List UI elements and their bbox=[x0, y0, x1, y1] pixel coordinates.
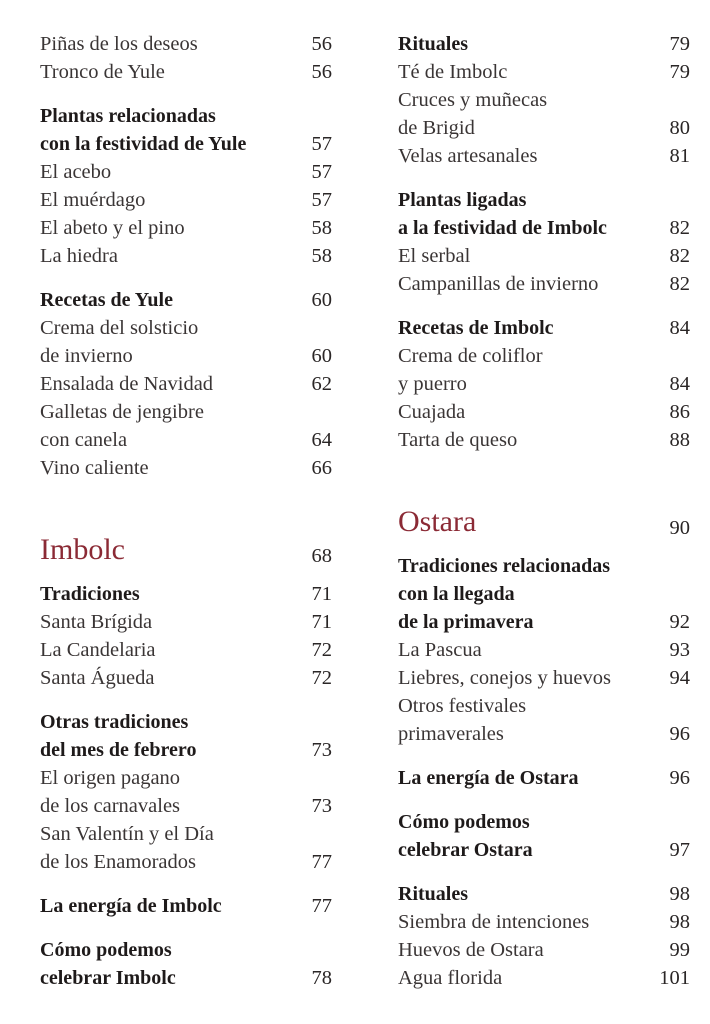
toc-page-number: 93 bbox=[669, 639, 690, 661]
toc-subsection-entry[interactable] bbox=[398, 908, 690, 936]
toc-page-number: 77 bbox=[311, 851, 332, 873]
toc-entry-title: Ostara bbox=[398, 505, 477, 538]
toc-page-number: 81 bbox=[669, 145, 690, 167]
toc-entry-title: La energía de Ostara bbox=[398, 767, 579, 789]
toc-page-number: 60 bbox=[311, 345, 332, 367]
toc-entry-title: La Candelaria bbox=[40, 639, 156, 661]
toc-page-number: 98 bbox=[669, 883, 690, 905]
toc-section-entry[interactable] bbox=[40, 580, 332, 608]
toc-entry-title: Otros festivales bbox=[398, 695, 527, 717]
toc-entry-title: Cómo podemos bbox=[40, 939, 172, 961]
toc-page-number: 90 bbox=[669, 517, 690, 539]
toc-subsection-entry[interactable] bbox=[398, 426, 690, 454]
toc-page-number: 68 bbox=[311, 545, 332, 567]
toc-page-number: 57 bbox=[311, 189, 332, 211]
toc-section-entry[interactable] bbox=[398, 880, 690, 908]
toc-subsection-entry[interactable] bbox=[40, 764, 332, 820]
toc-entry-title: Liebres, conejos y huevos bbox=[398, 667, 611, 689]
toc-entry-title: Galletas de jengibre bbox=[40, 401, 204, 423]
toc-entry-title: celebrar Ostara bbox=[398, 839, 533, 861]
toc-page-number: 58 bbox=[311, 245, 332, 267]
toc-subsection-entry[interactable] bbox=[40, 314, 332, 370]
toc-page-number: 62 bbox=[311, 373, 332, 395]
toc-entry-title: Otras tradiciones bbox=[40, 711, 189, 733]
toc-entry-title: Cómo podemos bbox=[398, 811, 530, 833]
toc-entry-title: del mes de febrero bbox=[40, 739, 197, 761]
toc-subsection-entry[interactable] bbox=[398, 58, 690, 86]
toc-subsection-entry[interactable] bbox=[398, 142, 690, 170]
toc-subsection-entry[interactable] bbox=[40, 608, 332, 636]
toc-section-entry[interactable] bbox=[40, 892, 332, 920]
toc-subsection-entry[interactable] bbox=[40, 370, 332, 398]
toc-section-entry[interactable] bbox=[40, 936, 332, 992]
toc-entry-title: El acebo bbox=[40, 161, 112, 183]
toc-section-entry[interactable] bbox=[40, 708, 332, 764]
toc-subsection-entry[interactable] bbox=[40, 30, 332, 58]
toc-section-entry[interactable] bbox=[398, 186, 690, 242]
toc-subsection-entry[interactable] bbox=[40, 158, 332, 186]
toc-page-number: 71 bbox=[311, 583, 332, 605]
toc-entry-title: Recetas de Yule bbox=[40, 289, 173, 311]
toc-page-number: 79 bbox=[669, 61, 690, 83]
toc-entry-title: de invierno bbox=[40, 345, 133, 367]
toc-subsection-entry[interactable] bbox=[40, 398, 332, 454]
toc-page-number: 98 bbox=[669, 911, 690, 933]
toc-page-number: 82 bbox=[669, 273, 690, 295]
toc-subsection-entry[interactable] bbox=[40, 186, 332, 214]
toc-subsection-entry[interactable] bbox=[398, 936, 690, 964]
toc-page-number: 96 bbox=[669, 723, 690, 745]
toc-entry-title: de Brigid bbox=[398, 117, 475, 139]
toc-entry-title: Tradiciones relacionadas bbox=[398, 555, 611, 577]
toc-entry-title: San Valentín y el Día bbox=[40, 823, 214, 845]
toc-entry-title: Vino caliente bbox=[40, 457, 149, 479]
toc-entry-title: Cuajada bbox=[398, 401, 466, 423]
toc-page-number: 57 bbox=[311, 161, 332, 183]
toc-page-number: 56 bbox=[311, 33, 332, 55]
toc-subsection-entry[interactable] bbox=[398, 664, 690, 692]
toc-subsection-entry[interactable] bbox=[40, 454, 332, 482]
toc-page-number: 80 bbox=[669, 117, 690, 139]
toc-entry-title: Plantas ligadas bbox=[398, 189, 527, 211]
toc-section-entry[interactable] bbox=[40, 286, 332, 314]
toc-page-number: 96 bbox=[669, 767, 690, 789]
toc-entry-title: Tronco de Yule bbox=[40, 61, 165, 83]
toc-page-number: 72 bbox=[311, 639, 332, 661]
toc-entry-title: de los carnavales bbox=[40, 795, 181, 817]
toc-entry-title: Crema del solsticio bbox=[40, 317, 199, 339]
toc-entry-title: Santa Águeda bbox=[40, 667, 155, 689]
toc-section-entry[interactable] bbox=[398, 764, 690, 792]
toc-page-number: 101 bbox=[659, 967, 690, 989]
toc-page-number: 60 bbox=[311, 289, 332, 311]
toc-section-entry[interactable] bbox=[398, 30, 690, 58]
toc-page-number: 88 bbox=[669, 429, 690, 451]
toc-entry-title: a la festividad de Imbolc bbox=[398, 217, 607, 239]
toc-page-number: 58 bbox=[311, 217, 332, 239]
toc-entry-title: La hiedra bbox=[40, 245, 118, 267]
toc-entry-title: Agua florida bbox=[398, 967, 503, 989]
toc-entry-title: Imbolc bbox=[40, 533, 125, 566]
toc-entry-title: Ensalada de Navidad bbox=[40, 373, 214, 395]
toc-subsection-entry[interactable] bbox=[40, 214, 332, 242]
toc-page-number: 97 bbox=[669, 839, 690, 861]
toc-entry-title: Santa Brígida bbox=[40, 611, 153, 633]
toc-entry-title: de la primavera bbox=[398, 611, 534, 633]
toc-entry-title: con canela bbox=[40, 429, 128, 451]
toc-entry-title: El origen pagano bbox=[40, 767, 181, 789]
toc-section-entry[interactable] bbox=[40, 102, 332, 158]
toc-subsection-entry[interactable] bbox=[398, 86, 690, 142]
toc-entry-title: Tarta de queso bbox=[398, 429, 518, 451]
toc-entry-title: Tradiciones bbox=[40, 583, 140, 605]
toc-page-number: 56 bbox=[311, 61, 332, 83]
toc-page-number: 66 bbox=[311, 457, 332, 479]
toc-section-entry[interactable] bbox=[398, 808, 690, 864]
toc-page-number: 72 bbox=[311, 667, 332, 689]
toc-page-number: 73 bbox=[311, 739, 332, 761]
toc-page-number: 92 bbox=[669, 611, 690, 633]
toc-subsection-entry[interactable] bbox=[398, 692, 690, 748]
toc-entry-title: con la festividad de Yule bbox=[40, 133, 247, 155]
toc-entry-title: primaverales bbox=[398, 723, 504, 745]
toc-subsection-entry[interactable] bbox=[40, 636, 332, 664]
toc-page-number: 86 bbox=[669, 401, 690, 423]
toc-entry-title: Siembra de intenciones bbox=[398, 911, 590, 933]
toc-page-number: 82 bbox=[669, 217, 690, 239]
toc-page-number: 84 bbox=[669, 373, 690, 395]
toc-entry-title: Rituales bbox=[398, 883, 468, 905]
toc-chapter-entry[interactable] bbox=[398, 504, 690, 540]
toc-entry-title: La energía de Imbolc bbox=[40, 895, 222, 917]
toc-subsection-entry[interactable] bbox=[398, 964, 690, 992]
toc-page-number: 77 bbox=[311, 895, 332, 917]
toc-page-number: 73 bbox=[311, 795, 332, 817]
toc-entry-title: El muérdago bbox=[40, 189, 146, 211]
toc-subsection-entry[interactable] bbox=[398, 342, 690, 398]
toc-entry-title: y puerro bbox=[398, 373, 467, 395]
toc-subsection-entry[interactable] bbox=[398, 636, 690, 664]
toc-subsection-entry[interactable] bbox=[40, 58, 332, 86]
toc-page-number: 94 bbox=[669, 667, 690, 689]
toc-entry-title: El abeto y el pino bbox=[40, 217, 185, 239]
toc-entry-title: celebrar Imbolc bbox=[40, 967, 176, 989]
toc-subsection-entry[interactable] bbox=[398, 270, 690, 298]
toc-subsection-entry[interactable] bbox=[398, 242, 690, 270]
toc-entry-title: Cruces y muñecas bbox=[398, 89, 548, 111]
toc-subsection-entry[interactable] bbox=[40, 664, 332, 692]
toc-page-number: 64 bbox=[311, 429, 332, 451]
toc-entry-title: La Pascua bbox=[398, 639, 482, 661]
toc-entry-title: Plantas relacionadas bbox=[40, 105, 216, 127]
toc-entry-title: Campanillas de invierno bbox=[398, 273, 599, 295]
toc-page-number: 57 bbox=[311, 133, 332, 155]
toc-entry-title: Crema de coliflor bbox=[398, 345, 543, 367]
toc-page-number: 84 bbox=[669, 317, 690, 339]
toc-chapter-entry[interactable] bbox=[40, 532, 332, 568]
toc-section-entry[interactable] bbox=[398, 314, 690, 342]
toc-entry-title: Velas artesanales bbox=[398, 145, 538, 167]
toc-entry-title: El serbal bbox=[398, 245, 471, 267]
toc-section-entry[interactable] bbox=[398, 552, 690, 636]
toc-subsection-entry[interactable] bbox=[40, 242, 332, 270]
toc-entry-title: Té de Imbolc bbox=[398, 61, 508, 83]
toc-entry-title: de los Enamorados bbox=[40, 851, 196, 873]
toc-page-number: 82 bbox=[669, 245, 690, 267]
toc-entry-title: Piñas de los deseos bbox=[40, 33, 198, 55]
toc-page-number: 71 bbox=[311, 611, 332, 633]
toc-entry-title: Huevos de Ostara bbox=[398, 939, 544, 961]
toc-page-number: 99 bbox=[669, 939, 690, 961]
toc-page-number: 78 bbox=[311, 967, 332, 989]
toc-page-number: 79 bbox=[669, 33, 690, 55]
toc-entry-title: con la llegada bbox=[398, 583, 515, 605]
toc-entry-title: Rituales bbox=[398, 33, 468, 55]
toc-subsection-entry[interactable] bbox=[40, 820, 332, 876]
toc-entry-title: Recetas de Imbolc bbox=[398, 317, 554, 339]
toc-subsection-entry[interactable] bbox=[398, 398, 690, 426]
